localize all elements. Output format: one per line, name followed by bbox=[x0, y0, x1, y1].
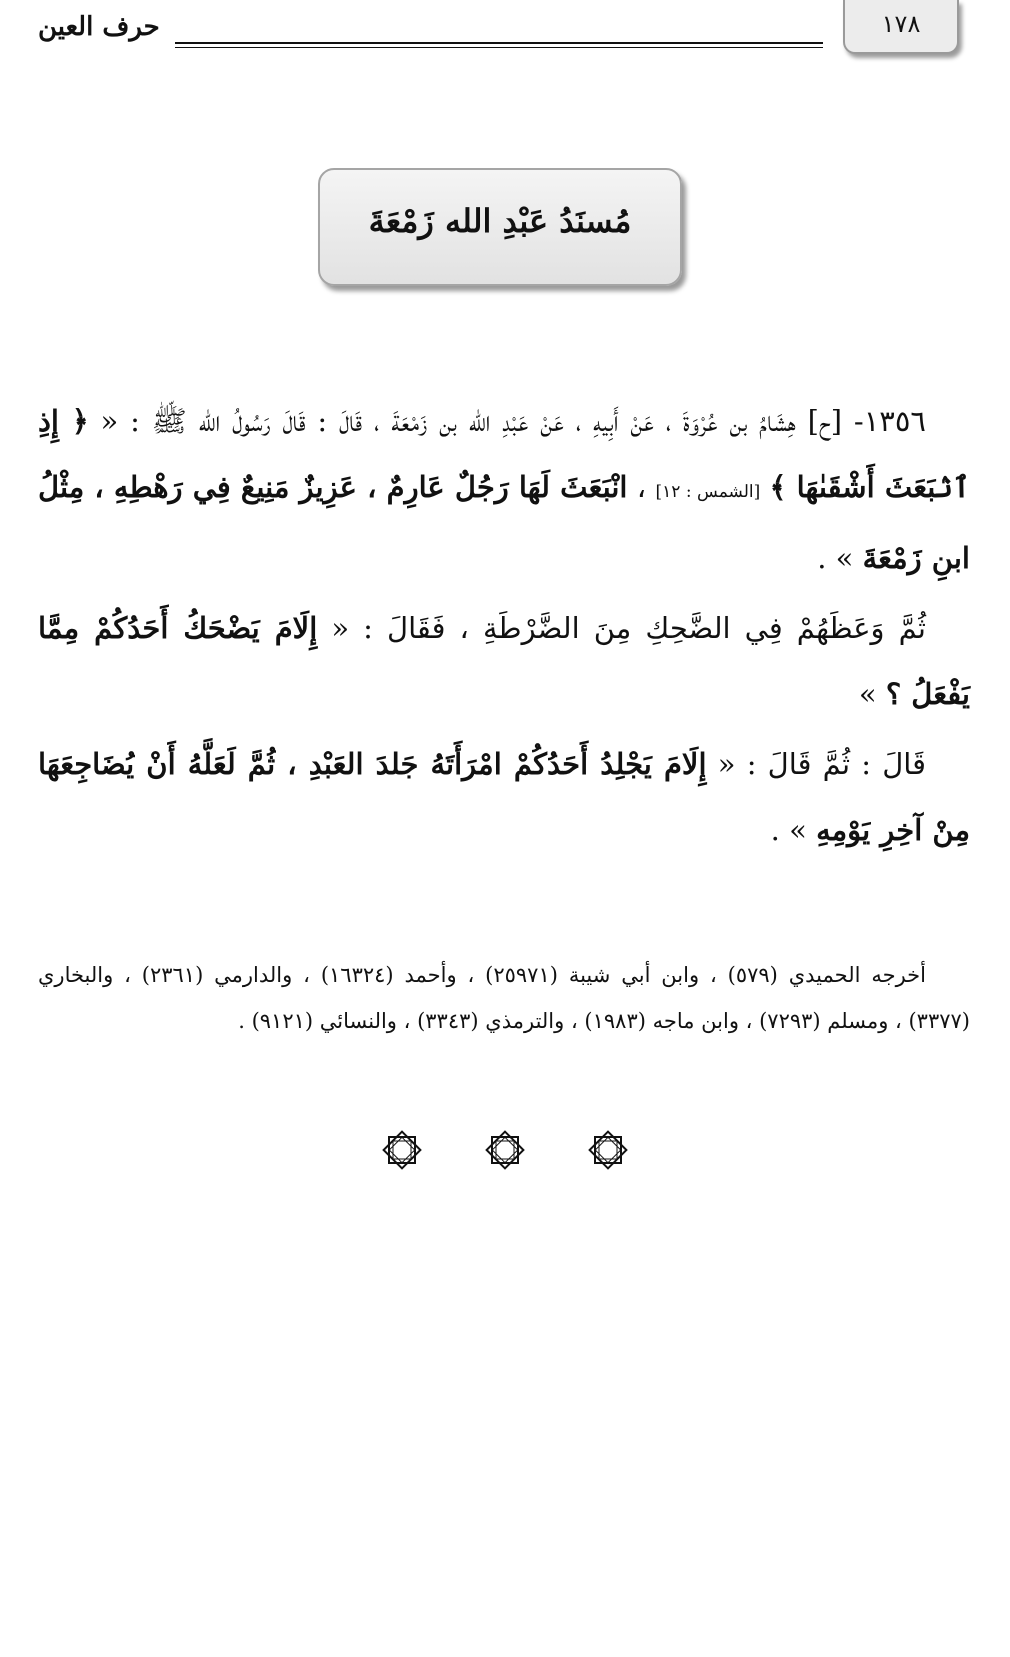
ayah-reference: [الشمس : ١٢] bbox=[655, 482, 761, 502]
section-end-ornaments bbox=[380, 1128, 630, 1178]
eight-point-star-icon bbox=[483, 1128, 527, 1172]
hadith-paragraph-2 bbox=[38, 595, 970, 727]
hadith-separator: ، bbox=[636, 470, 647, 504]
section-title-box bbox=[318, 168, 682, 286]
quote-close-1: » . bbox=[817, 541, 854, 575]
hadith-paragraph-1 bbox=[38, 388, 970, 591]
hadith-matn-3: إِلَامَ يَجْلِدُ أَحَدُكُمْ امْرَأَتَهُ جَلدَ العَبْدِ ، ثُمَّ لَعَلَّهُ أَنْ يُضَاجِعَهَا مِنْ آخِرِ يَوْمِهِ bbox=[38, 747, 970, 847]
quote-close-3: » . bbox=[770, 813, 807, 847]
page-number: ١٧٨ bbox=[881, 10, 921, 38]
hadith-narration-3: قَالَ : ثُمَّ قَالَ : « bbox=[717, 747, 926, 781]
hadith-narration-2: ثُمَّ وَعَظَهُمْ فِي الضَّحِكِ مِنَ الضَّرْطَةِ ، فَقَالَ : « bbox=[331, 611, 926, 645]
page-number-box bbox=[843, 0, 959, 54]
hadith-body bbox=[38, 388, 970, 867]
quran-ayah: ﴿ إِذِ ٱنۢبَعَثَ أَشْقَىٰهَا ﴾ bbox=[38, 404, 971, 504]
hadith-paragraph-3 bbox=[38, 731, 970, 863]
eight-point-star-icon bbox=[380, 1128, 424, 1172]
page-header bbox=[0, 0, 1010, 70]
header-rule bbox=[175, 42, 823, 48]
takhrij-footnote: أخرجه الحميدي (٥٧٩) ، وابن أبي شيبة (٢٥٩٧١) ، وأحمد (١٦٣٢٤) ، والدارمي (٢٣٦١) ، والبخاري (٣٣٧٧) ، ومسلم (٧٢٩٣) ، وابن ماجه (١٩٨٣) ، والترمذي (٣٣٤٣) ، والنسائي (٩١٢١) . bbox=[38, 963, 970, 1033]
chapter-title: حرف العين bbox=[38, 12, 160, 42]
hadith-matn-1: انْبَعَثَ لَهَا رَجُلٌ عَارِمٌ ، عَزِيزٌ مَنِيعٌ فِي رَهْطِهِ ، مِثْلُ ابنِ زَمْعَةَ bbox=[38, 470, 970, 575]
eight-point-star-icon bbox=[586, 1128, 630, 1172]
quote-close-2: » bbox=[858, 677, 877, 711]
hadith-matn-2: إِلَامَ يَضْحَكُ أَحَدُكُمْ مِمَّا يَفْعَلُ ؟ bbox=[38, 611, 970, 711]
hadith-isnad: ١٣٥٦- [ح] هِشَامُ بن عُرْوَةَ ، عَنْ أَبِيهِ ، عَنْ عَبْدِ الله بن زَمْعَةَ ، قَالَ : قَالَ رَسُولُ الله ﷺ : « bbox=[100, 404, 926, 438]
section-title: مُسنَدُ عَبْدِ الله زَمْعَةَ bbox=[368, 202, 632, 240]
